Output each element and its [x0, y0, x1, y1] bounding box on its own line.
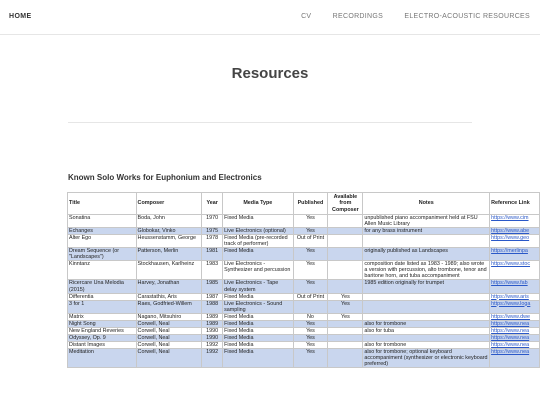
cell-reference-link[interactable]: https://merlinpa [490, 248, 540, 261]
cell-available-from-composer: Yes [328, 300, 363, 313]
cell-composer: Patterson, Merlin [136, 248, 202, 261]
table-header-row [68, 193, 540, 215]
cell-reference-link[interactable]: https://www.nea [490, 348, 540, 367]
cell-available-from-composer [328, 320, 363, 327]
nav-electro-acoustic-resources-link[interactable]: ELECTRO-ACOUSTIC RESOURCES [404, 13, 530, 20]
cell-published: Yes [293, 280, 328, 293]
cell-reference-link[interactable]: https://www.stoc [490, 261, 540, 280]
cell-notes: for any brass instrument [363, 228, 490, 235]
cell-media-type: Fixed Media [223, 293, 293, 300]
cell-available-from-composer [328, 261, 363, 280]
cell-year: 1981 [202, 248, 223, 261]
cell-reference-link[interactable]: https://www.geo [490, 235, 540, 248]
cell-available-from-composer [328, 248, 363, 261]
cell-media-type: Live Electronics - Tape delay system [223, 280, 293, 293]
table-row [68, 341, 540, 348]
cell-media-type: Live Electronics - Sound sampling [223, 300, 293, 313]
cell-notes [363, 300, 490, 313]
column-header-published: Published [293, 193, 328, 215]
nav-home-link[interactable]: HOME [9, 13, 32, 20]
cell-available-from-composer [328, 348, 363, 367]
cell-year: 1989 [202, 320, 223, 327]
cell-composer: Stockhausen, Karlheinz [136, 261, 202, 280]
cell-reference-link[interactable]: https://www.nea [490, 327, 540, 334]
cell-year: 1990 [202, 327, 223, 334]
cell-media-type: Fixed Media [223, 348, 293, 367]
table-row [68, 215, 540, 228]
cell-composer: Heussenstamm, George [136, 235, 202, 248]
section-title: Known Solo Works for Euphonium and Electronics [68, 173, 262, 182]
table-row [68, 293, 540, 300]
cell-title: Odyssey, Op. 9 [68, 334, 137, 341]
cell-published: Out of Print [293, 235, 328, 248]
table-row [68, 261, 540, 280]
cell-year: 1983 [202, 261, 223, 280]
cell-published: Yes [293, 248, 328, 261]
cell-composer: Corwell, Neal [136, 348, 202, 367]
cell-title: Distant Images [68, 341, 137, 348]
cell-year: 1990 [202, 334, 223, 341]
cell-reference-link[interactable]: https://www.dwe [490, 313, 540, 320]
cell-title: Meditation [68, 348, 137, 367]
cell-published: Yes [293, 334, 328, 341]
cell-reference-link[interactable]: https://www.nea [490, 334, 540, 341]
cell-title: Sonatina [68, 215, 137, 228]
nav-links [282, 13, 530, 20]
column-header-reference-link: Reference Link [490, 193, 540, 215]
cell-reference-link[interactable]: https://www.fab [490, 280, 540, 293]
cell-notes: also for tuba [363, 327, 490, 334]
cell-published: Yes [293, 327, 328, 334]
cell-year: 1970 [202, 215, 223, 228]
cell-year: 1992 [202, 348, 223, 367]
cell-media-type: Live Electronics - Synthesizer and percussion [223, 261, 293, 280]
cell-notes: also for trombone [363, 320, 490, 327]
cell-title: Dream Sequence (or "Landscapes") [68, 248, 137, 261]
cell-reference-link[interactable]: https://www.cim [490, 215, 540, 228]
cell-year: 1989 [202, 313, 223, 320]
cell-published: Yes [293, 348, 328, 367]
table-row [68, 228, 540, 235]
cell-notes: also for trombone; optional keyboard accompaniment (synthesizer or electronic keyboard preferred) [363, 348, 490, 367]
cell-year: 1988 [202, 300, 223, 313]
cell-notes: also for trombone [363, 341, 490, 348]
cell-title: Kinntanz [68, 261, 137, 280]
cell-available-from-composer [328, 215, 363, 228]
cell-available-from-composer [328, 235, 363, 248]
cell-published: Yes [293, 215, 328, 228]
cell-available-from-composer [328, 341, 363, 348]
cell-composer: Boda, John [136, 215, 202, 228]
cell-composer: Corwell, Neal [136, 320, 202, 327]
cell-media-type: Fixed Media [223, 215, 293, 228]
table-row [68, 300, 540, 313]
cell-available-from-composer [328, 228, 363, 235]
cell-media-type: Fixed Media (pre-recorded track of performer) [223, 235, 293, 248]
cell-composer: Harvey, Jonathan [136, 280, 202, 293]
column-header-composer: Composer [136, 193, 202, 215]
cell-published: Yes [293, 341, 328, 348]
section-divider [68, 122, 472, 123]
column-header-notes: Notes [363, 193, 490, 215]
table-row [68, 248, 540, 261]
table-row [68, 348, 540, 367]
table-row [68, 313, 540, 320]
cell-composer: Corwell, Neal [136, 334, 202, 341]
cell-year: 1985 [202, 280, 223, 293]
cell-composer: Corwell, Neal [136, 327, 202, 334]
cell-available-from-composer [328, 334, 363, 341]
nav-recordings-link[interactable]: RECORDINGS [332, 13, 384, 20]
cell-composer: Globokar, Vinko [136, 228, 202, 235]
cell-available-from-composer [328, 327, 363, 334]
cell-year: 1975 [202, 228, 223, 235]
table-row [68, 280, 540, 293]
cell-media-type: Fixed Media [223, 334, 293, 341]
cell-year: 1992 [202, 341, 223, 348]
cell-notes: composition date listed as 1983 - 1989; also wrote a version with percussion, alto trombone, tenor and baritone horn, and tuba accompaniment [363, 261, 490, 280]
cell-composer: Raes, Godfried-Willem [136, 300, 202, 313]
cell-title: Night Song [68, 320, 137, 327]
cell-notes [363, 334, 490, 341]
cell-title: Ricercare Una Melodia (2015) [68, 280, 137, 293]
column-header-media-type: Media Type [223, 193, 293, 215]
column-header-title: Title [68, 193, 137, 215]
table-row [68, 334, 540, 341]
cell-media-type: Fixed Media [223, 313, 293, 320]
cell-title: 3 for 1 [68, 300, 137, 313]
page-title: Resources [231, 65, 309, 82]
cell-year: 1978 [202, 235, 223, 248]
cell-reference-link[interactable]: https://www.aris [490, 293, 540, 300]
cell-notes: unpublished piano accompaniment held at FSU Allen Music Library [363, 215, 490, 228]
cell-media-type: Fixed Media [223, 320, 293, 327]
cell-media-type: Fixed Media [223, 327, 293, 334]
cell-title: Echanges [68, 228, 137, 235]
column-header-available-from-composer: Available from Composer [328, 193, 363, 215]
cell-composer: Nagano, Mitsuhiro [136, 313, 202, 320]
works-table [67, 192, 540, 368]
table-row [68, 320, 540, 327]
cell-media-type: Fixed Media [223, 341, 293, 348]
cell-published: Out of Print [293, 293, 328, 300]
top-navigation [0, 0, 540, 35]
cell-published: Yes [293, 261, 328, 280]
cell-notes: 1985 edition originally for trumpet [363, 280, 490, 293]
cell-title: New England Reveries [68, 327, 137, 334]
table-row [68, 327, 540, 334]
cell-available-from-composer: Yes [328, 313, 363, 320]
cell-title: Differentia [68, 293, 137, 300]
cell-reference-link[interactable]: https://www.nea [490, 341, 540, 348]
nav-cv-link[interactable]: CV [301, 13, 312, 20]
cell-notes: originally published as Landscapes [363, 248, 490, 261]
table-row [68, 235, 540, 248]
cell-title: Alter Ego [68, 235, 137, 248]
cell-composer: Corwell, Neal [136, 341, 202, 348]
cell-composer: Carastathis, Aris [136, 293, 202, 300]
cell-notes [363, 313, 490, 320]
cell-published: Yes [293, 320, 328, 327]
cell-published: Yes [293, 228, 328, 235]
cell-notes [363, 235, 490, 248]
column-header-year: Year [202, 193, 223, 215]
cell-notes [363, 293, 490, 300]
cell-year: 1987 [202, 293, 223, 300]
cell-reference-link[interactable]: https://www.loga [490, 300, 540, 313]
cell-reference-link[interactable]: https://www.abe [490, 228, 540, 235]
cell-media-type: Fixed Media [223, 248, 293, 261]
cell-available-from-composer [328, 280, 363, 293]
cell-available-from-composer: Yes [328, 293, 363, 300]
works-table-container[interactable] [67, 192, 540, 405]
cell-published [293, 300, 328, 313]
cell-published: No [293, 313, 328, 320]
cell-title: Matrix [68, 313, 137, 320]
cell-media-type: Live Electronics (optional) [223, 228, 293, 235]
cell-reference-link[interactable]: https://www.nea [490, 320, 540, 327]
